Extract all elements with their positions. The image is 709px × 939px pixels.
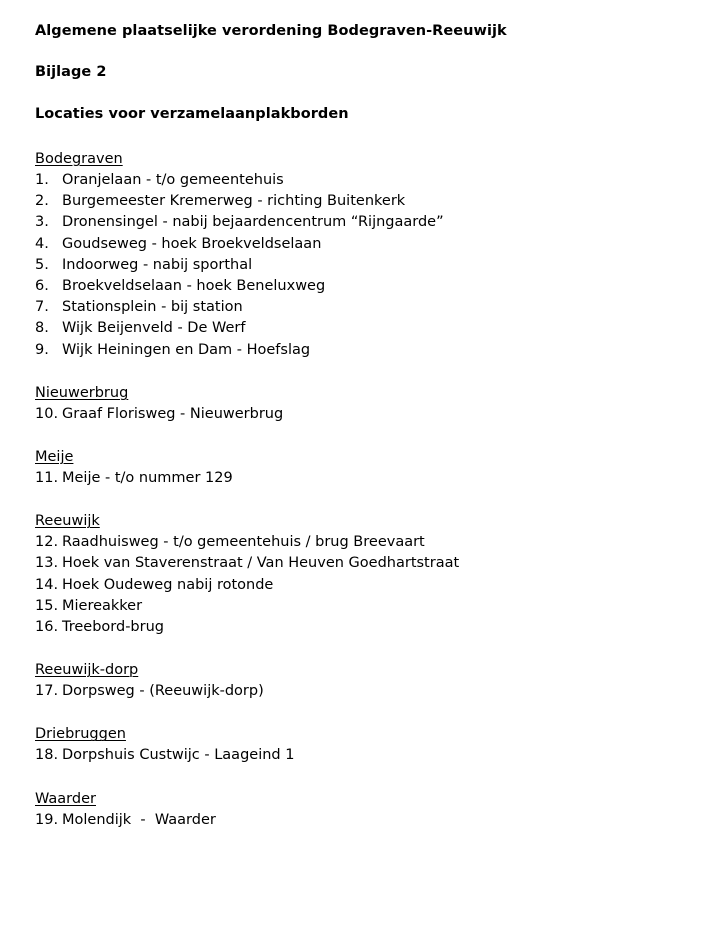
list-item-text: Oranjelaan - t/o gemeentehuis	[62, 172, 284, 188]
document-section-title: Locaties voor verzamelaanplakborden	[35, 106, 349, 122]
list-item-number: 13.	[35, 555, 59, 572]
section-heading-waarder: Waarder	[35, 790, 96, 807]
list-item-text: Dorpshuis Custwijc - Laageind 1	[62, 747, 295, 764]
location-section	[35, 446, 679, 489]
list-item	[35, 681, 679, 702]
list-item-number: 4.	[35, 235, 49, 252]
list-item	[35, 532, 679, 553]
list-item-text: Meije - t/o nummer 129	[62, 470, 233, 487]
section-heading-reeuwijk-dorp: Reeuwijk-dorp	[35, 662, 139, 679]
location-list	[35, 810, 679, 831]
list-item	[35, 810, 679, 831]
list-item-number: 10.	[35, 405, 59, 422]
list-item	[35, 318, 679, 339]
section-heading-reeuwijk: Reeuwijk	[35, 513, 100, 530]
list-item	[35, 340, 679, 361]
document-subtitle: Bijlage 2	[35, 64, 107, 80]
location-section	[35, 788, 679, 831]
list-item-number: 6.	[35, 278, 49, 295]
list-item-number: 5.	[35, 256, 49, 273]
list-item	[35, 596, 679, 617]
list-item-text: Hoek van Staverenstraat / Van Heuven Goedhartstraat	[62, 555, 460, 572]
list-item	[35, 745, 679, 766]
list-item	[35, 212, 679, 233]
list-item-text: Dronensingel - nabij bejaardencentrum “Rijngaarde”	[62, 214, 444, 231]
location-section	[35, 510, 679, 638]
list-item-text: Raadhuisweg - t/o gemeentehuis / brug Breevaart	[62, 534, 425, 551]
list-item	[35, 468, 679, 489]
list-item-number: 16.	[35, 619, 59, 636]
list-item-number: 11.	[35, 470, 59, 487]
list-item-text: Wijk Beijenveld - De Werf	[62, 320, 246, 337]
list-item-text: Graaf Florisweg - Nieuwerbrug	[62, 405, 284, 422]
list-item-number: 3.	[35, 214, 49, 231]
section-heading-nieuwerbrug: Nieuwerbrug	[35, 384, 129, 401]
list-item-number: 18.	[35, 747, 59, 764]
list-item-number: 2.	[35, 193, 49, 210]
location-list	[35, 681, 679, 702]
list-item-number: 17.	[35, 683, 59, 700]
location-list	[35, 745, 679, 766]
list-item	[35, 191, 679, 212]
list-item-number: 8.	[35, 320, 49, 337]
list-item-text: Molendijk - Waarder	[62, 811, 216, 828]
list-item-text: Stationsplein - bij station	[62, 299, 243, 316]
list-item-text: Broekveldselaan - hoek Beneluxweg	[62, 278, 326, 295]
list-item	[35, 553, 679, 574]
list-item	[35, 617, 679, 638]
location-sections	[35, 148, 679, 831]
list-item	[35, 276, 679, 297]
list-item-text: Hoek Oudeweg nabij rotonde	[62, 576, 274, 593]
location-section	[35, 382, 679, 425]
list-item-number: 12.	[35, 534, 59, 551]
section-heading-driebruggen: Driebruggen	[35, 726, 126, 743]
list-item-text: Treebord-brug	[62, 619, 164, 636]
location-list	[35, 532, 679, 638]
list-item-number: 9.	[35, 341, 49, 358]
location-section	[35, 659, 679, 702]
list-item-number: 19.	[35, 811, 59, 828]
list-item-number: 14.	[35, 576, 59, 593]
section-heading-bodegraven: Bodegraven	[35, 151, 123, 167]
list-item	[35, 234, 679, 255]
list-item-text: Wijk Heiningen en Dam - Hoefslag	[62, 341, 311, 358]
location-list	[35, 170, 679, 361]
list-item-text: Burgemeester Kremerweg - richting Buitenkerk	[62, 193, 406, 210]
list-item-number: 1.	[35, 172, 49, 188]
list-item-text: Goudseweg - hoek Broekveldselaan	[62, 235, 322, 252]
list-item	[35, 575, 679, 596]
list-item-text: Dorpsweg - (Reeuwijk-dorp)	[62, 683, 264, 700]
location-list	[35, 468, 679, 489]
location-section	[35, 723, 679, 766]
list-item-text: Miereakker	[62, 597, 143, 614]
list-item	[35, 170, 679, 191]
list-item-number: 7.	[35, 299, 49, 316]
page-title: Algemene plaatselijke verordening Bodegraven-Reeuwijk	[35, 23, 507, 39]
list-item	[35, 404, 679, 425]
list-item-number: 15.	[35, 597, 59, 614]
section-heading-meije: Meije	[35, 449, 74, 466]
list-item	[35, 255, 679, 276]
location-section	[35, 148, 679, 361]
location-list	[35, 404, 679, 425]
list-item	[35, 297, 679, 318]
list-item-text: Indoorweg - nabij sporthal	[62, 256, 253, 273]
